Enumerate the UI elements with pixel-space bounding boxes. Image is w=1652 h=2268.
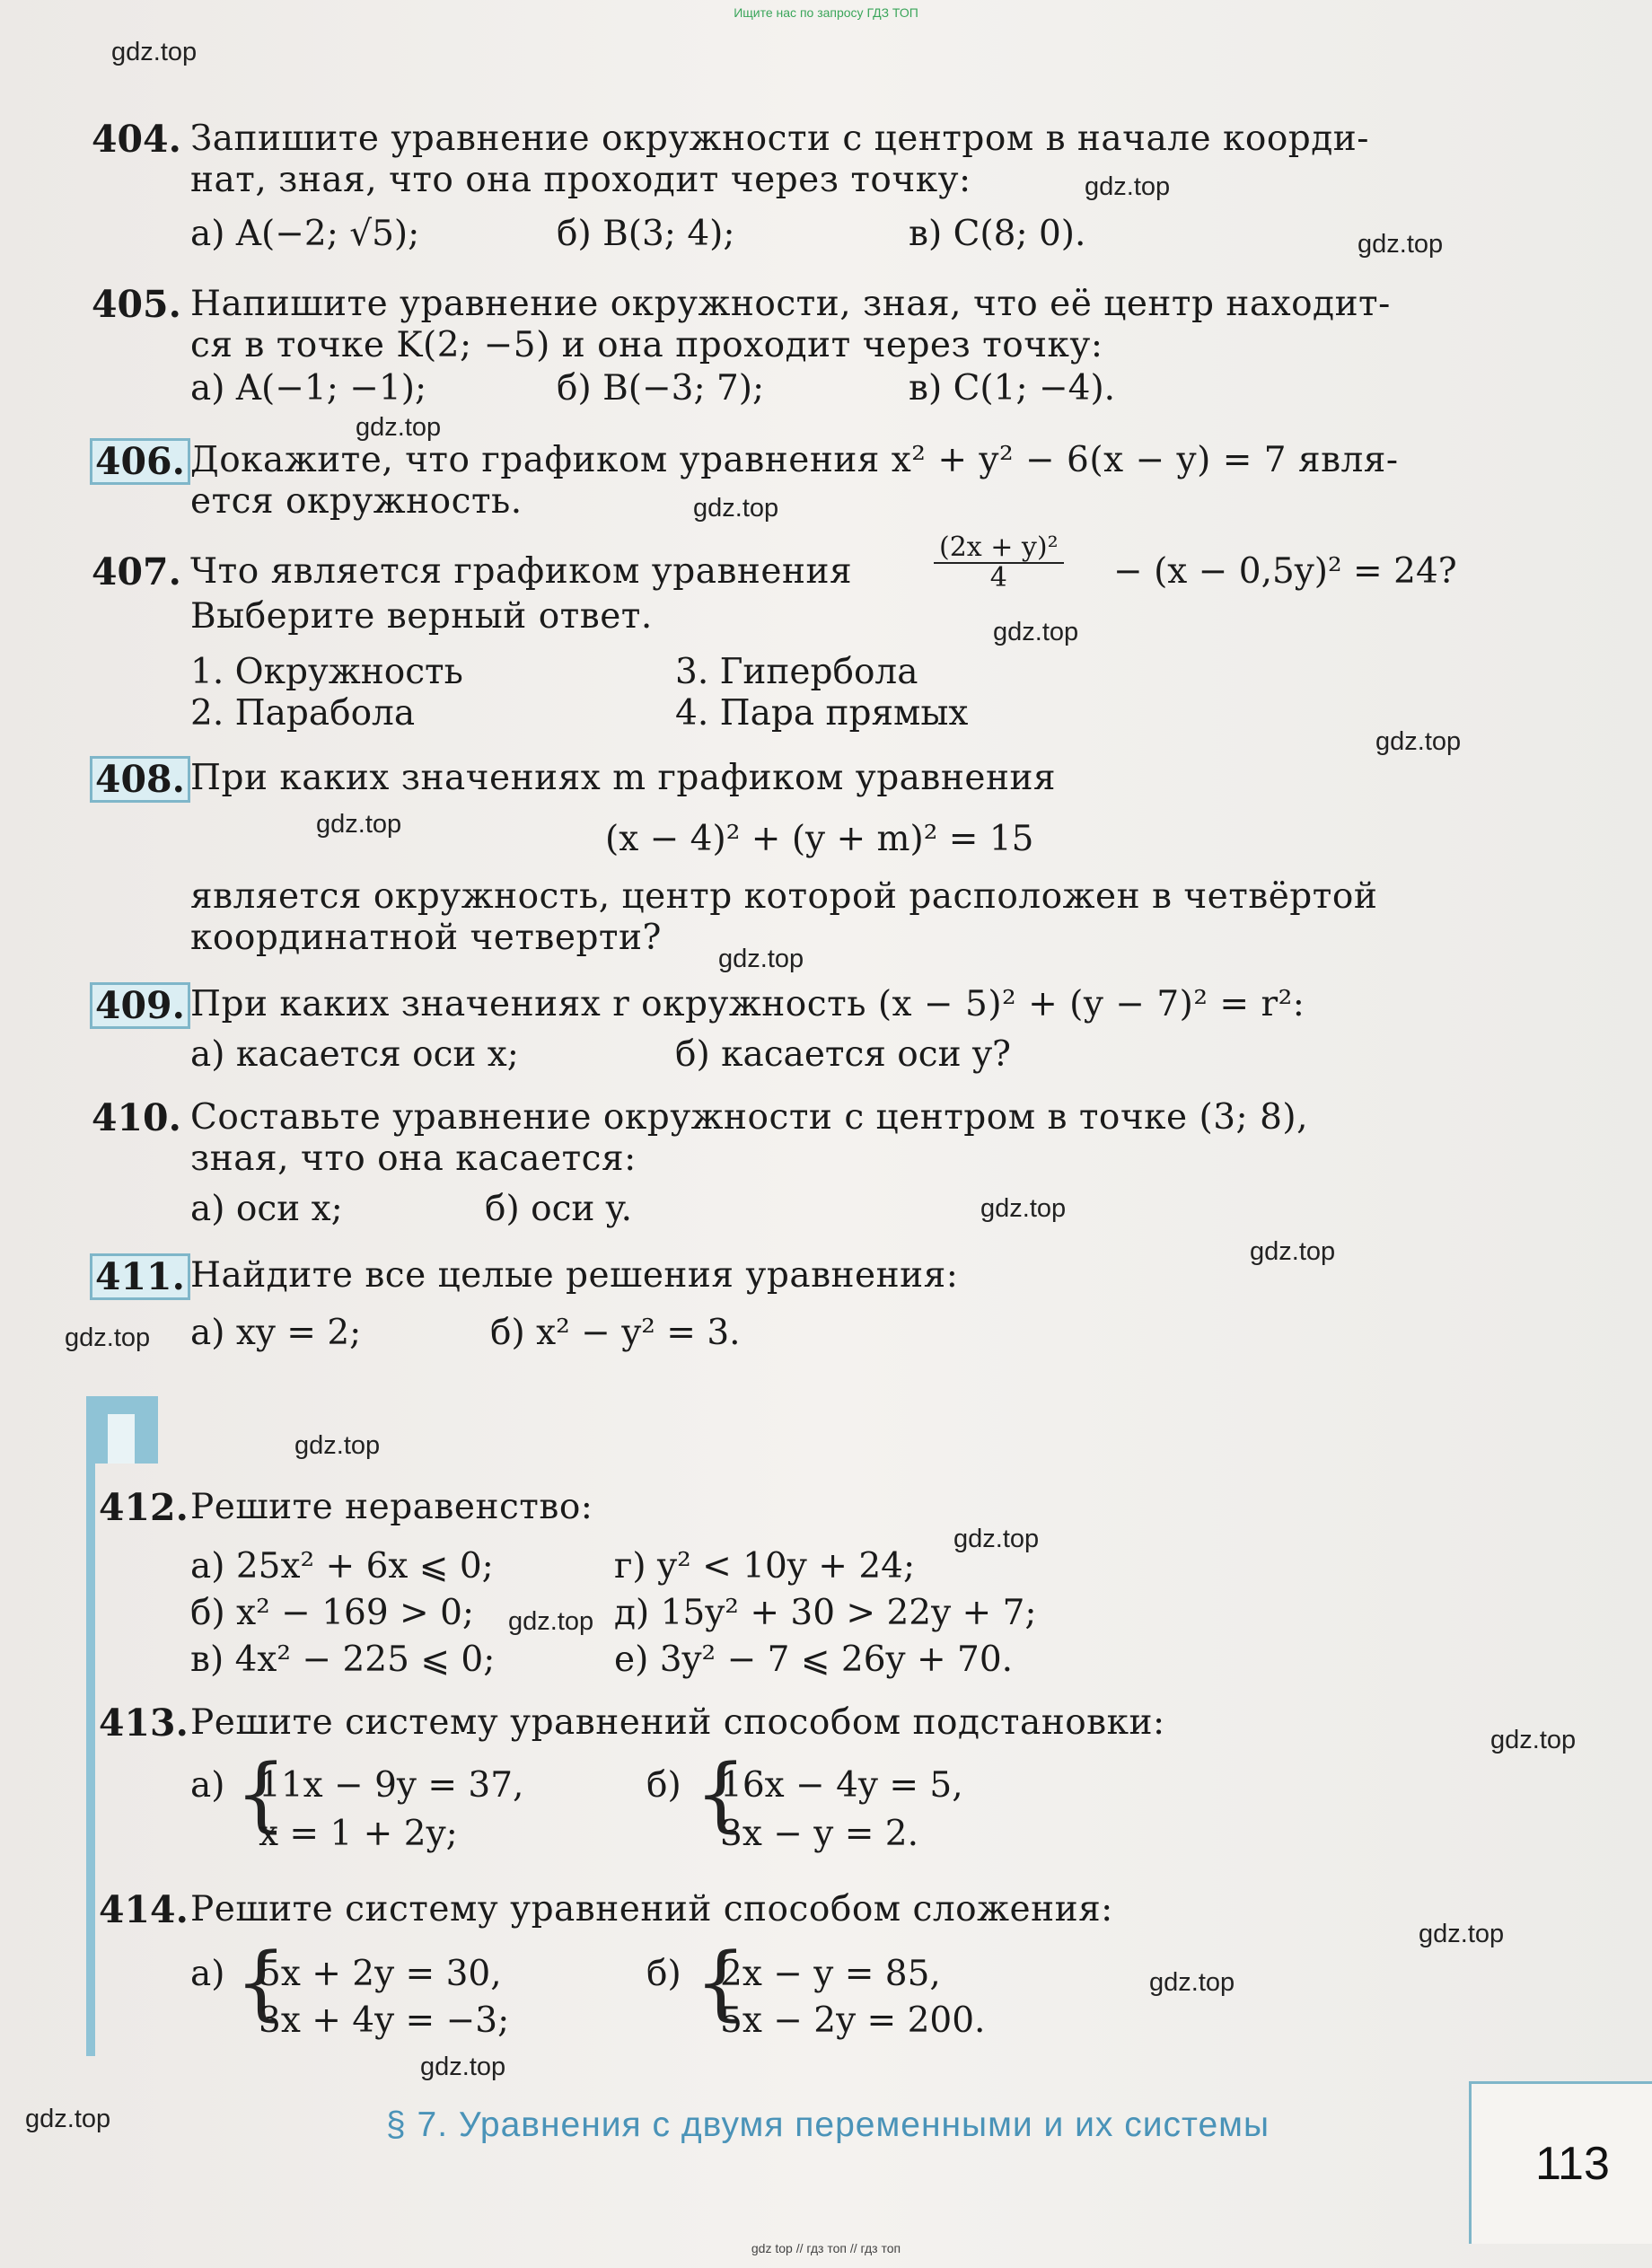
system-a-eq1: 5x + 2y = 30,: [259, 1954, 502, 1994]
page-number: 113: [1535, 2138, 1610, 2190]
system-b-label: б): [646, 1765, 681, 1806]
equation-tail: − (x − 0,5y)² = 24?: [1113, 551, 1457, 592]
system-b-eq2: 3x − y = 2.: [720, 1814, 918, 1854]
exercise-number: 414.: [99, 1888, 189, 1931]
watermark: gdz.top: [1250, 1237, 1336, 1266]
exercise-number: 405.: [92, 283, 181, 326]
fraction-denominator: 4: [989, 562, 1007, 593]
section-footer-title: § 7. Уравнения с двумя переменными и их системы: [386, 2105, 1270, 2144]
exercise-number: 410.: [92, 1096, 181, 1139]
system-a-eq1: 11x − 9y = 37,: [259, 1765, 524, 1806]
watermark: gdz.top: [993, 618, 1079, 646]
exercise-text: ется окружность.: [190, 481, 523, 522]
fraction: [934, 533, 1064, 593]
watermark: gdz.top: [1490, 1726, 1577, 1754]
option-a: а) касается оси x;: [190, 1034, 519, 1075]
exercise-number: 404.: [92, 118, 181, 161]
inequality-a: а) 25x² + 6x ⩽ 0;: [190, 1546, 494, 1587]
option-a: а) оси x;: [190, 1189, 343, 1229]
option-b: б) B(−3; 7);: [557, 368, 765, 409]
section-sidebar-marker-inner: [108, 1414, 135, 1464]
exercise-text: Запишите уравнение окружности с центром в начале коорди-: [190, 119, 1369, 159]
exercise-number: 413.: [99, 1701, 189, 1745]
system-a-label: а): [190, 1954, 225, 1994]
option-a: а) xy = 2;: [190, 1313, 362, 1353]
watermark: gdz.top: [356, 413, 442, 442]
watermark: gdz.top: [1419, 1920, 1505, 1948]
watermark: gdz.top: [1358, 230, 1444, 259]
system-b-eq2: 5x − 2y = 200.: [720, 2000, 986, 2041]
exercise-number: 412.: [99, 1486, 189, 1529]
exercise-text: Выберите верный ответ.: [190, 596, 653, 637]
exercise-number: 407.: [92, 550, 181, 593]
system-b-eq1: 16x − 4y = 5,: [720, 1765, 963, 1806]
option-c: в) C(1; −4).: [909, 368, 1116, 409]
option-a: а) A(−2; √5);: [190, 214, 420, 254]
system-brace: {: [695, 1936, 747, 2030]
watermark: gdz.top: [980, 1194, 1067, 1223]
fraction-numerator: (2x + y)²: [934, 533, 1064, 564]
answer-option: 1. Окружность: [190, 652, 463, 692]
option-a: а) A(−1; −1);: [190, 368, 427, 409]
exercise-number: 409.: [90, 982, 190, 1029]
inequality-b: б) x² − 169 > 0;: [190, 1593, 475, 1633]
system-a-eq2: 3x + 4y = −3;: [259, 2000, 510, 2041]
watermark: gdz.top: [953, 1525, 1040, 1553]
inequality-d: г) y² < 10y + 24;: [614, 1546, 916, 1587]
option-b: б) x² − y² = 3.: [490, 1313, 741, 1353]
option-b: б) B(3; 4);: [557, 214, 735, 254]
system-brace: {: [235, 1747, 287, 1842]
top-banner: Ищите нас по запросу ГДЗ ТОП: [734, 5, 918, 20]
inequality-c: в) 4x² − 225 ⩽ 0;: [190, 1639, 496, 1680]
bottom-banner: gdz top // гдз топ // гдз топ: [751, 2241, 901, 2255]
watermark: gdz.top: [111, 38, 198, 66]
option-b: б) оси y.: [485, 1189, 633, 1229]
system-a-eq2: x = 1 + 2y;: [259, 1814, 458, 1854]
system-brace: {: [235, 1936, 287, 2030]
equation: (x − 4)² + (y + m)² = 15: [605, 819, 1034, 859]
system-b-label: б): [646, 1954, 681, 1994]
exercise-text: Решите систему уравнений способом подстановки:: [190, 1702, 1165, 1743]
exercise-text: Составьте уравнение окружности с центром в точке (3; 8),: [190, 1097, 1308, 1138]
watermark: gdz.top: [508, 1607, 594, 1636]
watermark: gdz.top: [718, 945, 804, 973]
inequality-e: д) 15y² + 30 > 22y + 7;: [614, 1593, 1037, 1633]
exercise-text: При каких значениях m графиком уравнения: [190, 758, 1057, 798]
exercise-text: Напишите уравнение окружности, зная, что её центр находит-: [190, 284, 1391, 324]
inequality-f: е) 3y² − 7 ⩽ 26y + 70.: [614, 1639, 1014, 1680]
exercise-text: координатной четверти?: [190, 918, 662, 958]
exercise-text: ся в точке K(2; −5) и она проходит через точку:: [190, 325, 1103, 365]
exercise-text: зная, что она касается:: [190, 1138, 637, 1179]
exercise-text: нат, зная, что она проходит через точку:: [190, 160, 971, 200]
exercise-number: 406.: [90, 438, 190, 485]
exercise-number: 411.: [90, 1253, 190, 1300]
option-c: в) C(8; 0).: [909, 214, 1086, 254]
watermark: gdz.top: [25, 2105, 111, 2133]
exercise-text: является окружность, центр которой расположен в четвёртой: [190, 876, 1378, 917]
watermark: gdz.top: [1375, 727, 1462, 756]
watermark: gdz.top: [1085, 172, 1171, 201]
watermark: gdz.top: [65, 1323, 151, 1352]
system-a-label: а): [190, 1765, 225, 1806]
section-sidebar-bar: [86, 1396, 95, 2056]
exercise-text: Докажите, что графиком уравнения x² + y² − 6(x − y) = 7 явля-: [190, 440, 1399, 480]
watermark: gdz.top: [420, 2053, 506, 2081]
exercise-text: Найдите все целые решения уравнения:: [190, 1255, 959, 1296]
system-brace: {: [695, 1747, 747, 1842]
exercise-text: Решите неравенство:: [190, 1487, 593, 1527]
watermark: gdz.top: [316, 810, 402, 839]
system-b-eq1: 2x − y = 85,: [720, 1954, 941, 1994]
answer-option: 4. Пара прямых: [675, 693, 969, 734]
answer-option: 3. Гипербола: [675, 652, 918, 692]
exercise-text: Решите систему уравнений способом сложения:: [190, 1889, 1113, 1930]
watermark: gdz.top: [1149, 1968, 1235, 1997]
exercise-text: При каких значениях r окружность (x − 5)² + (y − 7)² = r²:: [190, 984, 1305, 1024]
watermark: gdz.top: [294, 1431, 381, 1460]
watermark: gdz.top: [693, 494, 779, 523]
option-b: б) касается оси y?: [675, 1034, 1011, 1075]
answer-option: 2. Парабола: [190, 693, 416, 734]
exercise-number: 408.: [90, 756, 190, 803]
exercise-text: Что является графиком уравнения: [190, 551, 853, 592]
